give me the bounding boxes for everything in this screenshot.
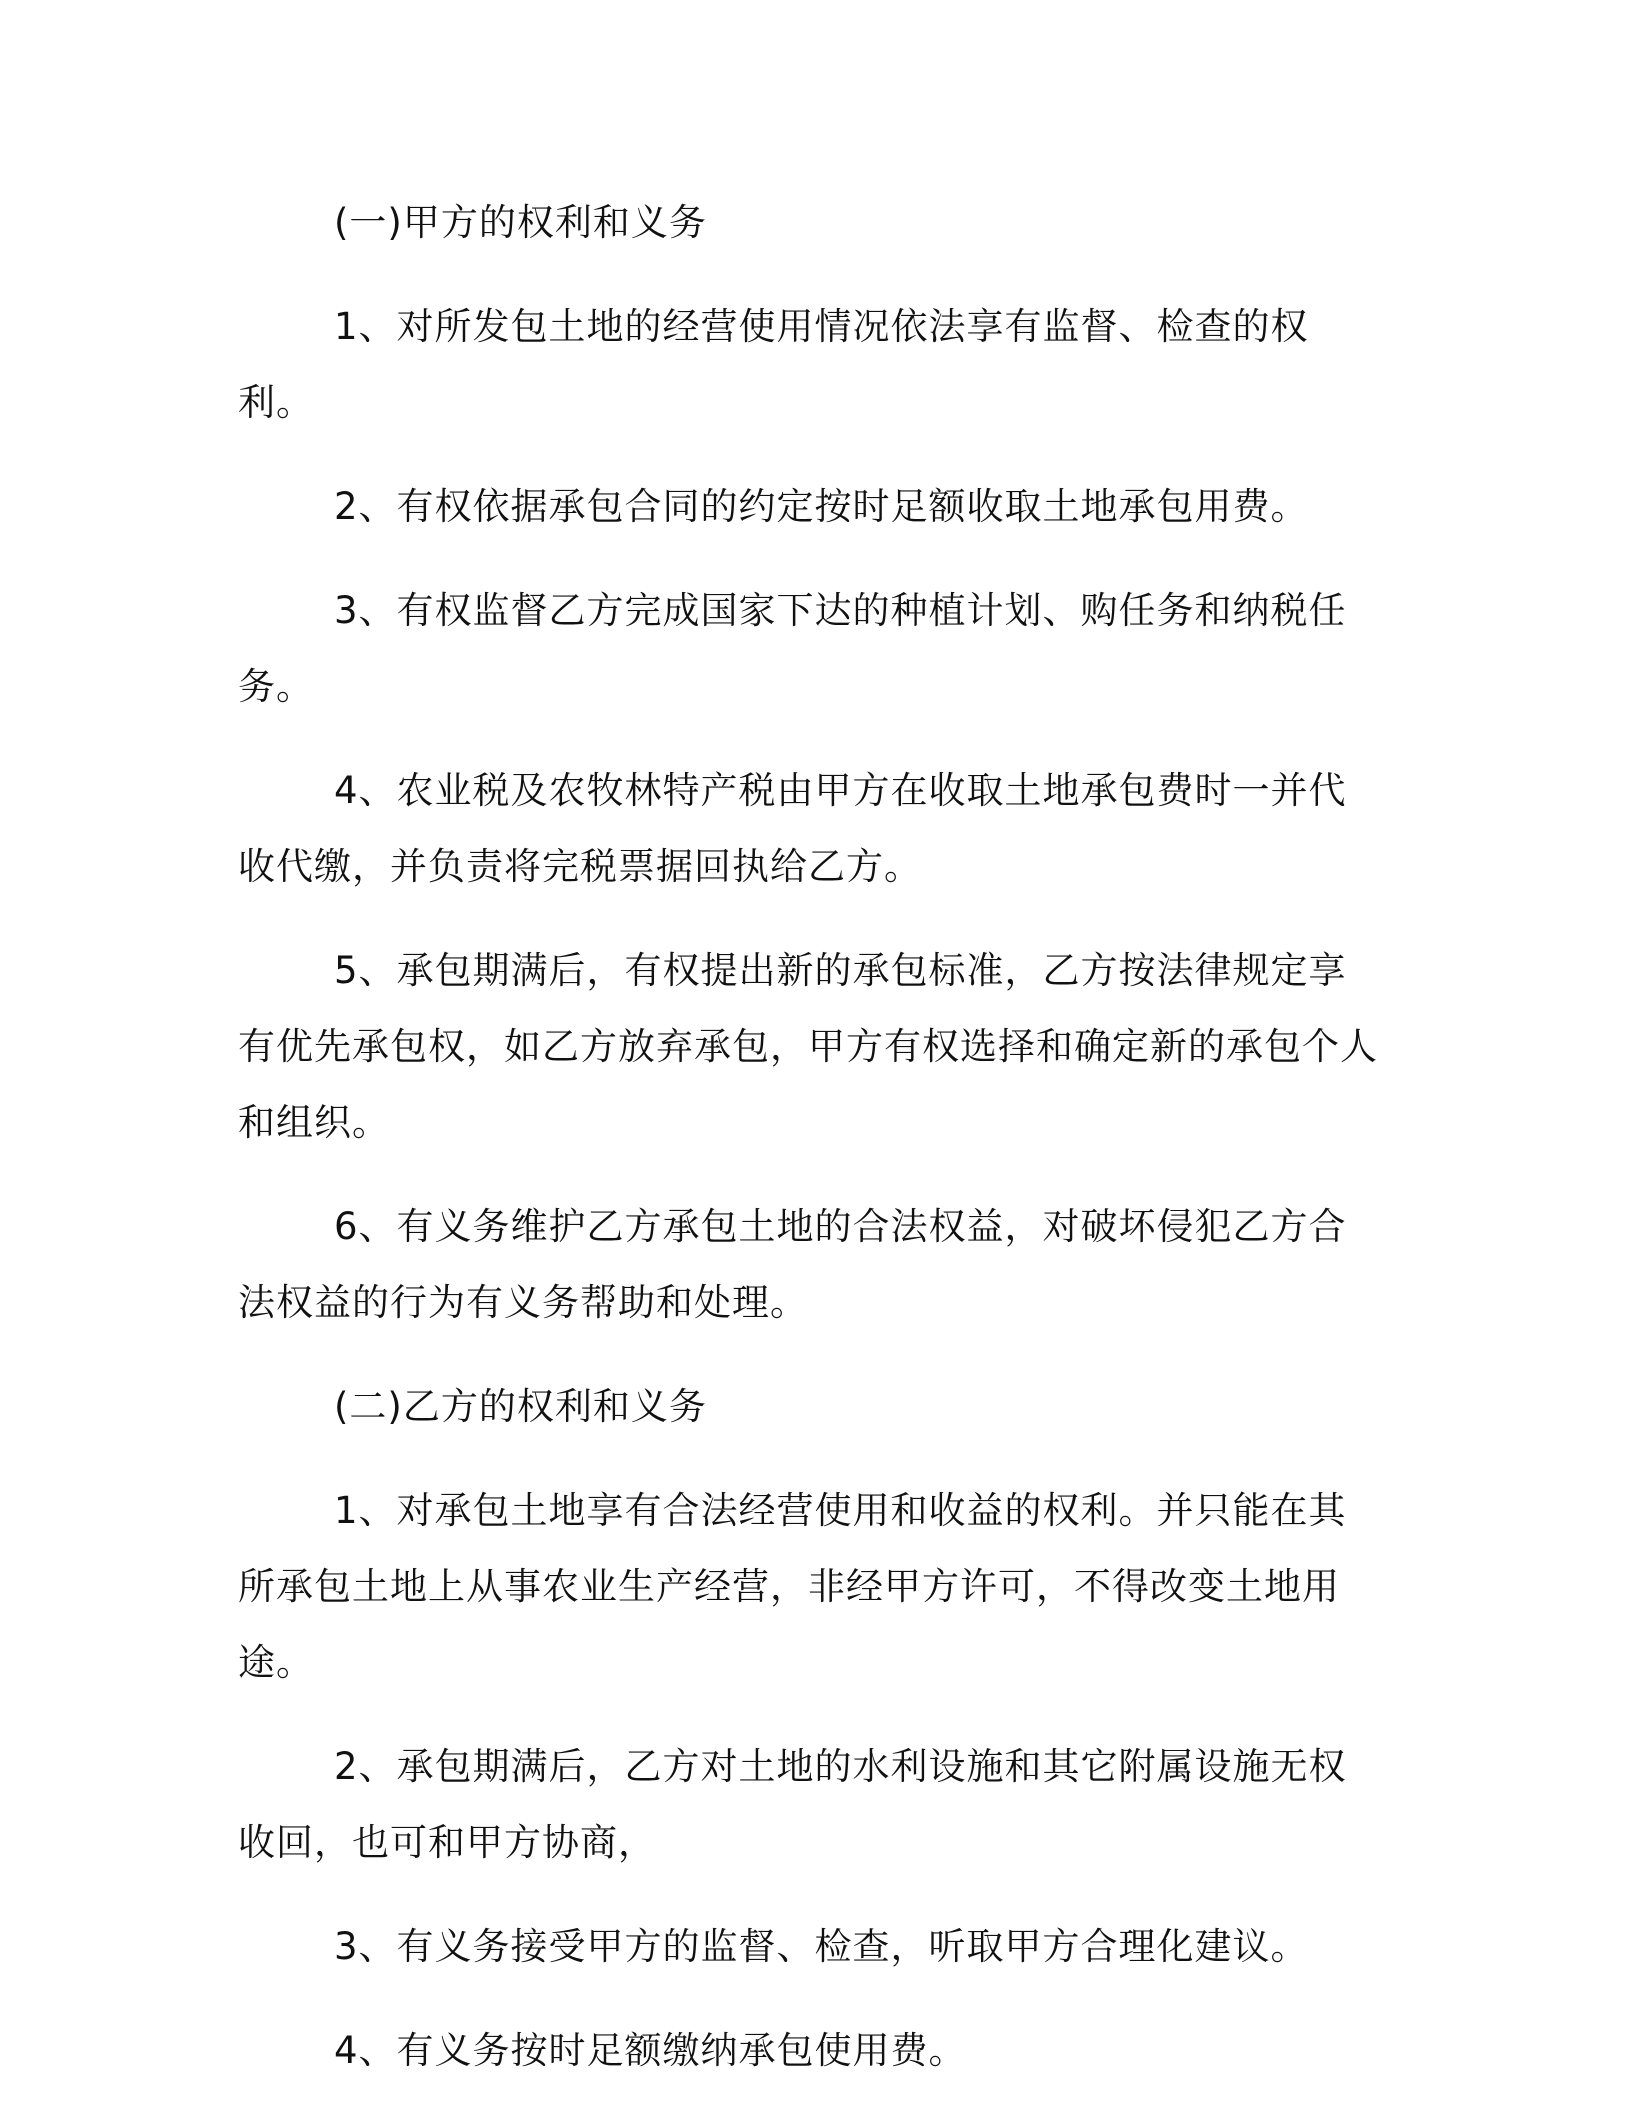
party-a-item-5: 5、承包期满后，有权提出新的承包标准，乙方按法律规定享有优先承包权，如乙方放弃承包，甲方有权选择和确定新的承包个人和组织。 [238,949,1378,1144]
party-a-item-1: 1、对所发包土地的经营使用情况依法享有监督、检查的权利。 [238,305,1309,424]
party-b-item-1: 1、对承包土地享有合法经营使用和收益的权利。并只能在其所承包土地上从事农业生产经营，非经甲方许可，不得改变土地用途。 [238,1489,1347,1684]
section-heading-party-b: (二)乙方的权利和义务 [334,1385,707,1428]
section-heading-party-a: (一)甲方的权利和义务 [334,201,707,244]
party-b-item-2: 2、承包期满后，乙方对土地的水利设施和其它附属设施无权收回，也可和甲方协商， [238,1745,1347,1864]
party-a-item-2: 2、有权依据承包合同的约定按时足额收取土地承包用费。 [334,485,1309,528]
party-a-item-4: 4、农业税及农牧林特产税由甲方在收取土地承包费时一并代收代缴，并负责将完税票据回执给乙方。 [238,769,1347,888]
party-b-item-4: 4、有义务按时足额缴纳承包使用费。 [334,2029,967,2072]
party-a-item-3: 3、有权监督乙方完成国家下达的种植计划、购任务和纳税任务。 [238,589,1347,708]
party-a-item-6: 6、有义务维护乙方承包土地的合法权益，对破坏侵犯乙方合法权益的行为有义务帮助和处理。 [238,1205,1347,1324]
party-b-item-3: 3、有义务接受甲方的监督、检查，听取甲方合理化建议。 [334,1925,1309,1968]
